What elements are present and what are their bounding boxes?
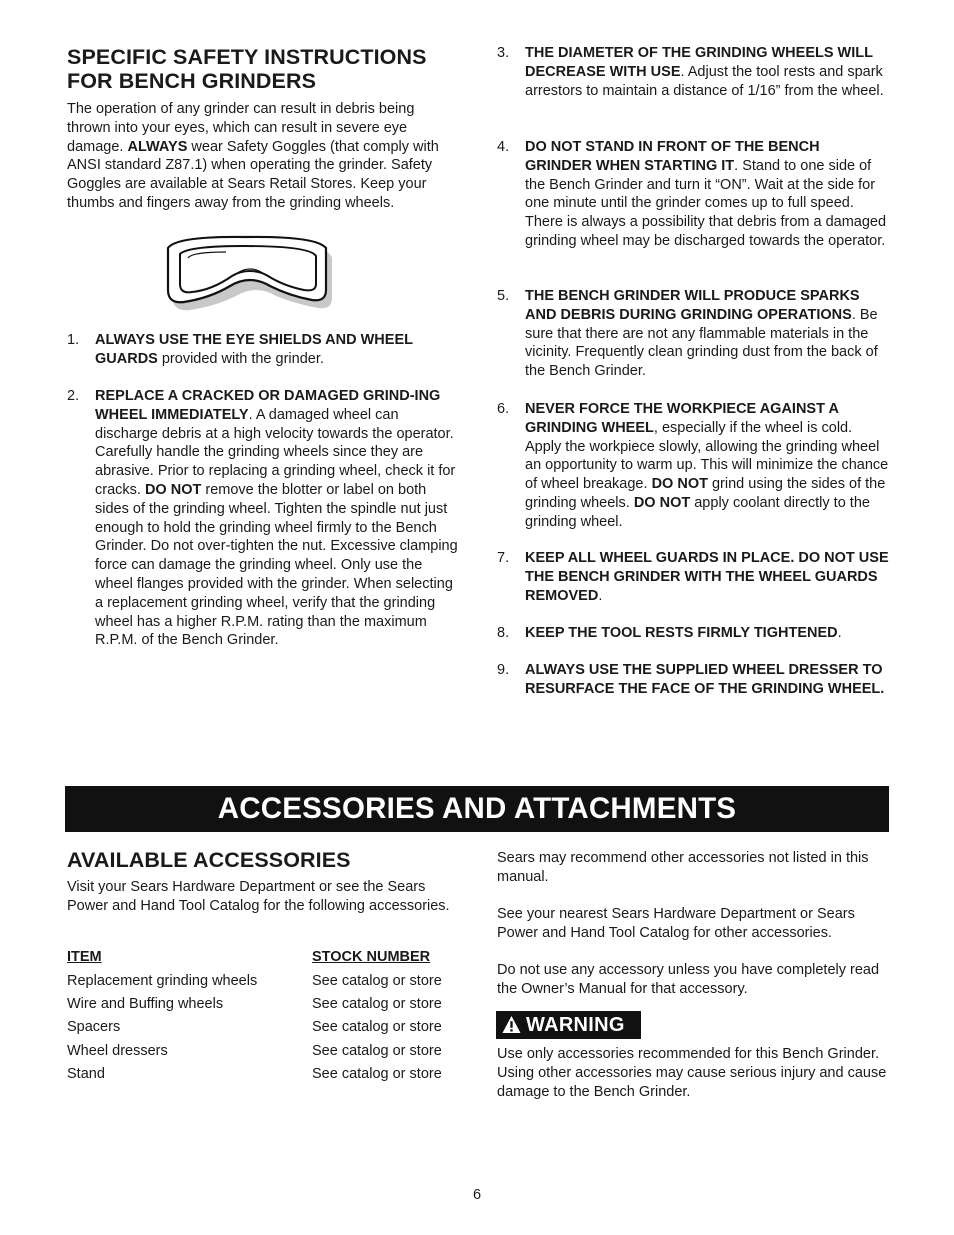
item-number: 1. [67, 332, 80, 348]
safety-heading-line2: FOR BENCH GRINDERS [67, 69, 317, 93]
safety-heading-line1: SPECIFIC SAFETY INSTRUCTIONS [67, 45, 427, 69]
item-number: 9. [497, 662, 510, 678]
item-text-3: apply coolant directly to the grinding wheel. [525, 494, 870, 530]
table-row [67, 1018, 467, 1038]
safety-item-6 [497, 400, 889, 532]
accessory-stock: See catalog or store [312, 996, 442, 1012]
safety-heading [67, 45, 467, 93]
item-number: 8. [497, 625, 510, 641]
item-bold-text: KEEP THE TOOL RESTS FIRMLY TIGHTENED [525, 625, 838, 641]
warning-label: WARNING [526, 1014, 625, 1036]
accessory-item: Wire and Buffing wheels [67, 996, 224, 1012]
safety-item-2 [67, 387, 459, 650]
item-number: 4. [497, 139, 510, 155]
table-row [67, 1065, 467, 1085]
item-text: . Adjust the tool rests and spark arrestors to maintain a distance of 1/16” from the wheel. [525, 63, 884, 99]
safety-goggles-icon [166, 234, 336, 314]
item-text: . A damaged wheel can discharge debris at a high velocity towards the operator. Carefully handle the grinding wheels since they are abrasive. Prior to replacing a grinding wheel, check it for cracks. [95, 406, 456, 498]
accessory-item: Spacers [67, 1019, 121, 1035]
safety-intro [67, 100, 459, 213]
item-number: 6. [497, 401, 510, 417]
accessory-item: Wheel dressers [67, 1043, 168, 1059]
item-bold-text: REPLACE A CRACKED OR DAMAGED GRIND-ING WHEEL IMMEDIATELY [95, 388, 441, 423]
item-text: . [837, 625, 842, 641]
safety-item-3 [497, 44, 889, 100]
col-stock-header: STOCK NUMBER [312, 949, 431, 965]
warning-triangle-icon [502, 1015, 521, 1034]
safety-item-1 [67, 331, 459, 369]
item-text: , especially if the wheel is cold. Apply the workpiece slowly, allowing the grinding wheel an opportunity to warm up. This will minimize the chance of wheel breakage. [525, 419, 889, 493]
accessories-note-2: See your nearest Sears Hardware Department or Sears Power and Hand Tool Catalog for other accessories. [497, 906, 855, 941]
item-bold-text: KEEP ALL WHEEL GUARDS IN PLACE. DO NOT USE THE BENCH GRINDER WITH THE WHEEL GUARDS REMOVED [525, 550, 889, 604]
accessories-table-header [67, 948, 467, 968]
item-number: 2. [67, 388, 80, 404]
accessory-item: Stand [67, 1066, 105, 1082]
safety-item-4 [497, 138, 889, 251]
item-bold-text: ALWAYS USE THE SUPPLIED WHEEL DRESSER TO RESURFACE THE FACE OF THE GRINDING WHEEL. [525, 662, 885, 697]
safety-item-9 [497, 661, 889, 699]
accessory-stock: See catalog or store [312, 1066, 442, 1082]
accessories-intro: Visit your Sears Hardware Department or see the Sears Power and Hand Tool Catalog for the following accessories. [67, 879, 450, 914]
safety-intro-part1: The operation of any grinder can result in debris being thrown into your eyes, which can result in severe eye damage. [67, 101, 415, 155]
warning-badge [496, 1011, 641, 1039]
item-text: provided with the grinder. [157, 350, 324, 367]
accessory-stock: See catalog or store [312, 973, 442, 989]
accessory-item: Replacement grinding wheels [67, 973, 258, 989]
table-row [67, 1042, 467, 1062]
safety-item-5 [497, 287, 889, 381]
page-number: 6 [472, 1187, 482, 1203]
item-bold-text-2: DO NOT [144, 481, 202, 498]
safety-intro-bold: ALWAYS [127, 138, 188, 155]
accessories-heading: AVAILABLE ACCESSORIES [67, 848, 351, 872]
item-bold-text: THE DIAMETER OF THE GRINDING WHEELS WILL DECREASE WITH USE [525, 45, 873, 80]
item-bold-text: ALWAYS USE THE EYE SHIELDS AND WHEEL GUARDS [95, 332, 413, 367]
item-number: 5. [497, 288, 510, 304]
item-number: 7. [497, 550, 510, 566]
table-row [67, 972, 467, 992]
accessories-note-1: Sears may recommend other accessories not listed in this manual. [497, 850, 869, 885]
item-text-2: grind using the sides of the grinding wheels. [525, 476, 886, 511]
table-row [67, 995, 467, 1015]
item-bold-text: NEVER FORCE THE WORKPIECE AGAINST A GRINDING WHEEL [525, 401, 839, 436]
item-bold-text-3: DO NOT [633, 494, 691, 511]
item-text: . Be sure that there are not any flammable materials in the vicinity. Frequently clean grinding dust from the back of the Bench Grinder. [525, 306, 878, 380]
item-text: . Stand to one side of the Bench Grinder and turn it “ON”. Wait at the side for one minute until the grinder comes up to full speed. There is always a possibility that debris from a damaged grinding wheel may be discharged towards the operator. [525, 157, 887, 249]
item-bold-text-2: DO NOT [651, 476, 708, 493]
safety-item-7 [497, 549, 889, 605]
accessory-stock: See catalog or store [312, 1019, 442, 1035]
item-bold-text: DO NOT STAND IN FRONT OF THE BENCH GRINDER WHEN STARTING IT [525, 139, 820, 174]
item-bold-text: THE BENCH GRINDER WILL PRODUCE SPARKS AND DEBRIS DURING GRINDING OPERATIONS [525, 288, 860, 323]
item-text: . [598, 587, 603, 604]
col-item-header: ITEM [67, 949, 102, 965]
safety-intro-part2: wear Safety Goggles (that comply with ANSI standard Z87.1) when operating the grinder. Safety Goggles are available at Sears Retail Stores. Keep your thumbs and fingers away from the grinding wheels. [67, 138, 439, 211]
item-text-2: remove the blotter or label on both sides of the grinding wheel. Tighten the spindle nut just enough to hold the grinding wheel firmly to the Bench Grinder. Do not over-tighten the nut. Excessive clamping force can damage the grinding wheel. Only use the wheel flanges provided with the grinder. When selecting a replacement grinding wheel, verify that the grinding wheel has a higher R.P.M. rating than the maximum R.P.M. of the Bench Grinder. [95, 481, 458, 649]
warning-text: Use only accessories recommended for this Bench Grinder. Using other accessories may cause serious injury and cause damage to the Bench Grinder. [497, 1046, 887, 1100]
accessory-stock: See catalog or store [312, 1043, 442, 1059]
safety-item-8 [497, 624, 889, 643]
item-number: 3. [497, 45, 510, 61]
accessories-banner: ACCESSORIES AND ATTACHMENTS [65, 786, 889, 832]
accessories-note-3: Do not use any accessory unless you have completely read the Owner’s Manual for that accessory. [497, 962, 880, 997]
